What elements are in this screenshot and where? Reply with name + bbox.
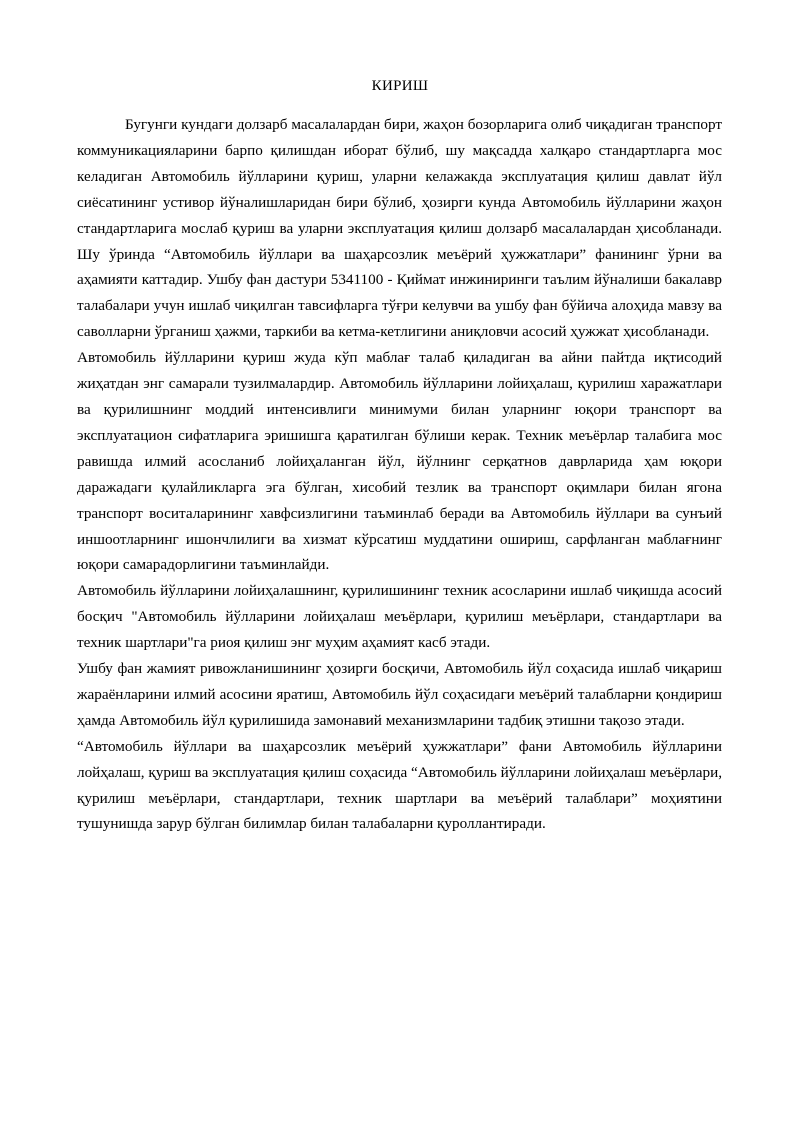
document-body	[77, 112, 722, 837]
page-title: КИРИШ	[371, 78, 429, 94]
paragraph-design-standards: Автомобиль йўлларини лойиҳалашнинг, қурилишининг техник асосларини ишлаб чиқишда асосий босқич "Автомобиль йўлларини лойиҳалаш меъёрлари, қурилиш меъёрлари, стандартлари ва техник шартлари"га риоя қилиш энг муҳим аҳамият касб этади.	[77, 582, 722, 652]
paragraph-intro: Бугунги кундаги долзарб масалалардан бири, жаҳон бозорларига олиб чиқадиган транспорт коммуникацияларини барпо қилишдан иборат бўлиб, шу мақсадда халқаро стандартларга мос келадиган Автомобиль йўлларини қуриш, уларни келажакда эксплуатация қилиш давлат йўл сиёсатининг устивор йўналишларидан бири бўлиб, ҳозирги кунда Автомобиль йўлларини жаҳон стандартларига мослаб қуриш ва уларни эксплуатация қилиш долзарб масалалардан ҳисобланади. Шу ўринда “Автомобиль йўллари ва шаҳарсозлик меъёрий ҳужжатлари” фанининг ўрни ва аҳамияти каттадир. Ушбу фан дастури 5341100 - Қиймат инжиниринги таълим йўналиши бакалавр талабалари учун ишлаб чиқилган тавсифларга тўғри келувчи ва ушбу фан бўйича алоҳида мавзу ва саволларни ўрганиш ҳажми, таркиби ва кетма-кетлигини аниқловчи асосий ҳужжат ҳисобланади.	[77, 116, 722, 341]
paragraph-course-relevance: Ушбу фан жамият ривожланишининг ҳозирги босқичи, Автомобиль йўл соҳасида ишлаб чиқариш жараёнларини илмий асосини яратиш, Автомобиль йўл соҳасидаги меъёрий талабларни қондириш ҳамда Автомобиль йўл қурилишида замонавий механизмларини тадбиқ этишни тақозо этади.	[77, 660, 722, 729]
paragraph-course-goal: “Автомобиль йўллари ва шаҳарсозлик меъёрий ҳужжатлари” фани Автомобиль йўлларини лойҳалаш, қуриш ва эксплуатация қилиш соҳасида “Автомобиль йўлларини лойиҳалаш меъёрлари, қурилиш меъёрлари, стандартлари, техник шартлари ва меъёрий талаблари” моҳиятини тушунишда зарур бўлган билимлар билан талабаларни қуроллантиради.	[77, 737, 722, 833]
paragraph-road-construction: Автомобиль йўлларини қуриш жуда кўп маблағ талаб қиладиган ва айни пайтда иқтисодий жиҳатдан энг самарали тузилмалардир. Автомобиль йўлларини лойиҳалаш, қурилиш харажатлари ва қурилишнинг моддий интенсивлиги минимуми билан уларнинг юқори транспорт ва эксплуатацион сифатларига эришишга қаратилган бўлиши керак. Техник меъёрлар талабига мос равишда илмий асосланиб лойиҳаланган йўл, йўлнинг серқатнов даврларида ҳам юқори даражадаги қулайликларга эга бўлган, хисобий тезлик ва транспорт оқимлари билан ягона транспорт воситаларининг хавфсизлигини таъминлаб беради ва Автомобиль йўллари ва сунъий иншоотларнинг ишончлилиги ва хизмат кўрсатиш муддатини ошириш, сарфланган маблағнинг юқори самарадорлигини таъминлайди.	[77, 349, 722, 574]
